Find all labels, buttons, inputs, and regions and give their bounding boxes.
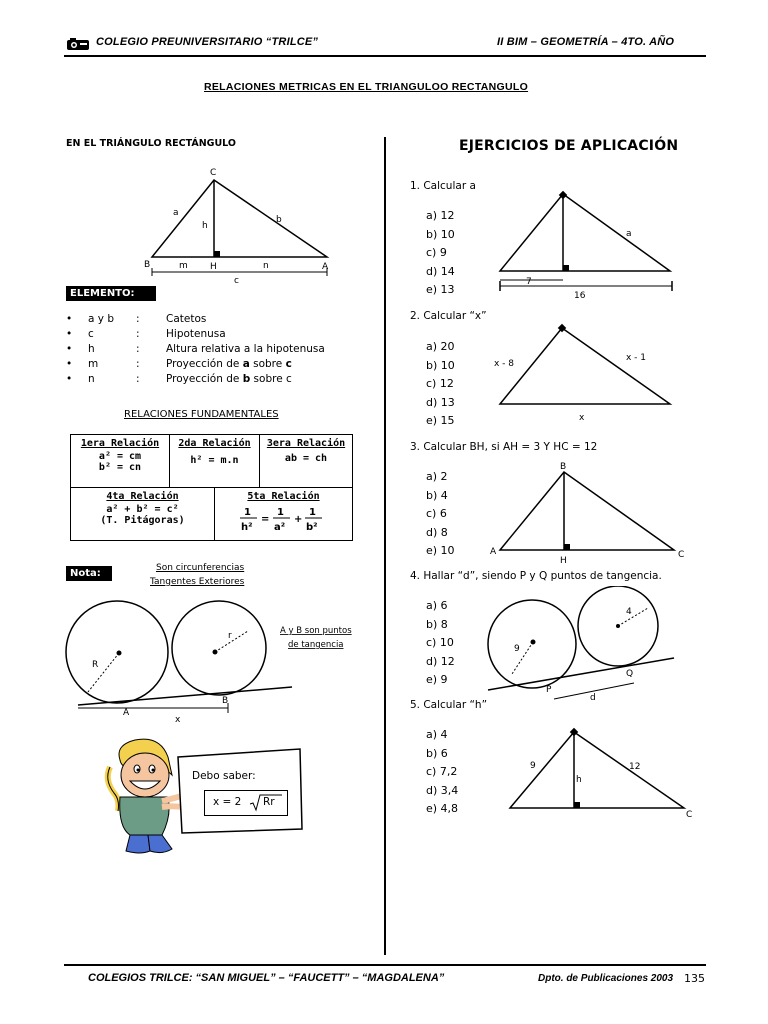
list-item[interactable]: b) 10 bbox=[426, 358, 455, 372]
list-item[interactable]: a) 6 bbox=[426, 599, 448, 612]
relation-5-cell: 5ta Relación 1 h² = 1 a² + 1 b² bbox=[215, 488, 353, 541]
nota-text-2: Tangentes Exteriores bbox=[150, 577, 245, 587]
list-item[interactable]: a) 2 bbox=[426, 470, 448, 483]
list-item[interactable]: a) 4 bbox=[426, 728, 448, 741]
question-1-figure bbox=[492, 188, 682, 303]
svg-text:12: 12 bbox=[629, 762, 641, 772]
list-item[interactable]: d) 14 bbox=[426, 264, 455, 278]
element-list: • a y b : Catetos • c : Hipotenusa • h : Altura relativa a la hipotenusa • m : Proyección de a sobre c • n : Proyección de b sobre c bbox=[66, 313, 325, 385]
question-4-options bbox=[426, 597, 455, 690]
label-c: c bbox=[234, 276, 239, 286]
svg-text:H: H bbox=[560, 556, 567, 566]
question-3-figure bbox=[486, 458, 686, 568]
relation-3-cell: 3era Relación ab = ch bbox=[260, 435, 353, 488]
svg-text:x - 8: x - 8 bbox=[494, 359, 515, 369]
label-h: h bbox=[202, 221, 208, 231]
relation-1-cell: 1era Relación a² = cm b² = cn bbox=[71, 435, 170, 488]
list-item[interactable]: b) 4 bbox=[426, 488, 448, 502]
page-number: 135 bbox=[684, 972, 705, 985]
svg-text:1: 1 bbox=[276, 507, 284, 518]
svg-text:x: x bbox=[579, 413, 585, 423]
question-5-options bbox=[426, 726, 458, 819]
svg-text:+: + bbox=[293, 514, 302, 525]
label-n: n bbox=[263, 261, 269, 271]
svg-text:C: C bbox=[678, 550, 685, 560]
list-item[interactable]: d) 12 bbox=[426, 654, 455, 668]
element-label-box bbox=[66, 286, 156, 301]
nota-text-1: Son circunferencias bbox=[156, 563, 245, 573]
relation-4-cell: 4ta Relación a² + b² = c² (T. Pitágoras) bbox=[71, 488, 215, 541]
nota-label-box bbox=[66, 566, 112, 581]
tangency-note-2: de tangencia bbox=[288, 640, 344, 650]
question-1-options bbox=[426, 207, 455, 300]
list-item[interactable]: b) 8 bbox=[426, 617, 448, 631]
label-a: a bbox=[173, 208, 179, 218]
label-H: H bbox=[210, 262, 217, 272]
list-item[interactable]: d) 3,4 bbox=[426, 783, 459, 797]
svg-text:=: = bbox=[260, 514, 269, 525]
footer-rule bbox=[64, 964, 706, 966]
svg-text:16: 16 bbox=[574, 291, 586, 301]
header-course-info: II BIM – GEOMETRÍA – 4TO. AÑO bbox=[497, 36, 675, 48]
debo-saber-text: Debo saber: bbox=[192, 770, 256, 782]
question-4-stem: 4. Hallar “d”, siendo P y Q puntos de tangencia. bbox=[410, 570, 662, 582]
svg-text:1: 1 bbox=[243, 507, 251, 518]
label-r: r bbox=[228, 631, 232, 641]
right-triangle-diagram bbox=[140, 160, 340, 290]
question-2-figure bbox=[490, 318, 680, 428]
question-3-options bbox=[426, 468, 455, 561]
svg-text:a²: a² bbox=[273, 522, 285, 533]
label-B: B bbox=[144, 260, 151, 270]
svg-text:1: 1 bbox=[308, 507, 316, 518]
list-item[interactable]: e) 4,8 bbox=[426, 802, 459, 815]
column-divider bbox=[384, 137, 386, 955]
svg-text:h: h bbox=[576, 775, 582, 785]
header-logo-icon bbox=[66, 36, 90, 50]
page-title: RELACIONES METRICAS EN EL TRIANGULOO RECTANGULO bbox=[204, 81, 529, 93]
formula-box bbox=[204, 790, 288, 816]
svg-text:4: 4 bbox=[626, 607, 632, 617]
footer-department: Dpto. de Publicaciones 2003 bbox=[538, 973, 674, 984]
question-2-stem: 2. Calcular “x” bbox=[410, 310, 487, 322]
svg-text:9: 9 bbox=[514, 644, 520, 654]
svg-text:9: 9 bbox=[530, 761, 536, 771]
header-school-name: COLEGIO PREUNIVERSITARIO “TRILCE” bbox=[96, 36, 319, 48]
tangency-note-1: A y B son puntos bbox=[280, 626, 352, 636]
list-item[interactable]: a) 20 bbox=[426, 340, 455, 353]
relations-table bbox=[70, 434, 353, 541]
label-B: B bbox=[222, 696, 229, 706]
element-label: ELEMENTO: bbox=[66, 286, 156, 301]
question-5-figure bbox=[500, 722, 700, 822]
list-item[interactable]: c) 6 bbox=[426, 507, 447, 520]
svg-text:h²: h² bbox=[240, 522, 252, 533]
question-3-stem: 3. Calcular BH, si AH = 3 Y HC = 12 bbox=[410, 441, 598, 453]
question-2-options bbox=[426, 338, 455, 431]
relation-2-cell: 2da Relación h² = m.n bbox=[170, 435, 260, 488]
list-item[interactable]: b) 6 bbox=[426, 746, 448, 760]
nota-label: Nota: bbox=[66, 566, 112, 581]
tangent-circles-diagram bbox=[60, 595, 370, 730]
label-R: R bbox=[92, 660, 99, 670]
relations-title: RELACIONES FUNDAMENTALES bbox=[124, 409, 279, 420]
footer-schools: COLEGIOS TRILCE: “SAN MIGUEL” – “FAUCETT” – “MAGDALENA” bbox=[88, 972, 445, 984]
label-m: m bbox=[179, 261, 188, 271]
header-rule bbox=[64, 55, 706, 57]
label-C: C bbox=[210, 168, 217, 178]
svg-text:C: C bbox=[686, 810, 693, 820]
label-A: A bbox=[322, 262, 329, 272]
list-item[interactable]: d) 8 bbox=[426, 525, 448, 539]
list-item[interactable]: c) 12 bbox=[426, 377, 454, 390]
question-5-stem: 5. Calcular “h” bbox=[410, 699, 488, 711]
list-item[interactable]: c) 9 bbox=[426, 246, 447, 259]
list-item[interactable]: c) 7,2 bbox=[426, 765, 458, 778]
list-item[interactable]: b) 10 bbox=[426, 227, 455, 241]
svg-text:P: P bbox=[546, 685, 552, 695]
svg-text:B: B bbox=[560, 462, 567, 472]
svg-text:A: A bbox=[490, 547, 497, 557]
svg-text:d: d bbox=[590, 693, 596, 702]
label-b: b bbox=[276, 215, 282, 225]
exercises-title: EJERCICIOS DE APLICACIÓN bbox=[459, 138, 679, 154]
svg-text:7: 7 bbox=[526, 277, 532, 287]
list-item[interactable]: e) 10 bbox=[426, 544, 455, 557]
question-1-stem: 1. Calcular a bbox=[410, 180, 476, 192]
label-x: x bbox=[175, 715, 181, 725]
svg-text:x - 1: x - 1 bbox=[626, 353, 647, 363]
list-item[interactable]: a) 12 bbox=[426, 209, 455, 222]
list-item[interactable]: e) 9 bbox=[426, 673, 448, 686]
list-item[interactable]: d) 13 bbox=[426, 395, 455, 409]
svg-text:Q: Q bbox=[626, 669, 634, 679]
left-section-title: EN EL TRIÁNGULO RECTÁNGULO bbox=[66, 138, 236, 149]
formula-text: x = 2 bbox=[213, 796, 242, 808]
list-item[interactable]: e) 13 bbox=[426, 283, 455, 296]
question-4-figure bbox=[484, 586, 684, 702]
svg-text:a: a bbox=[626, 229, 632, 239]
label-A: A bbox=[123, 708, 130, 718]
list-item[interactable]: c) 10 bbox=[426, 636, 454, 649]
list-item[interactable]: e) 15 bbox=[426, 414, 455, 427]
formula-radicand: Rr bbox=[263, 796, 275, 808]
svg-text:b²: b² bbox=[305, 522, 318, 533]
